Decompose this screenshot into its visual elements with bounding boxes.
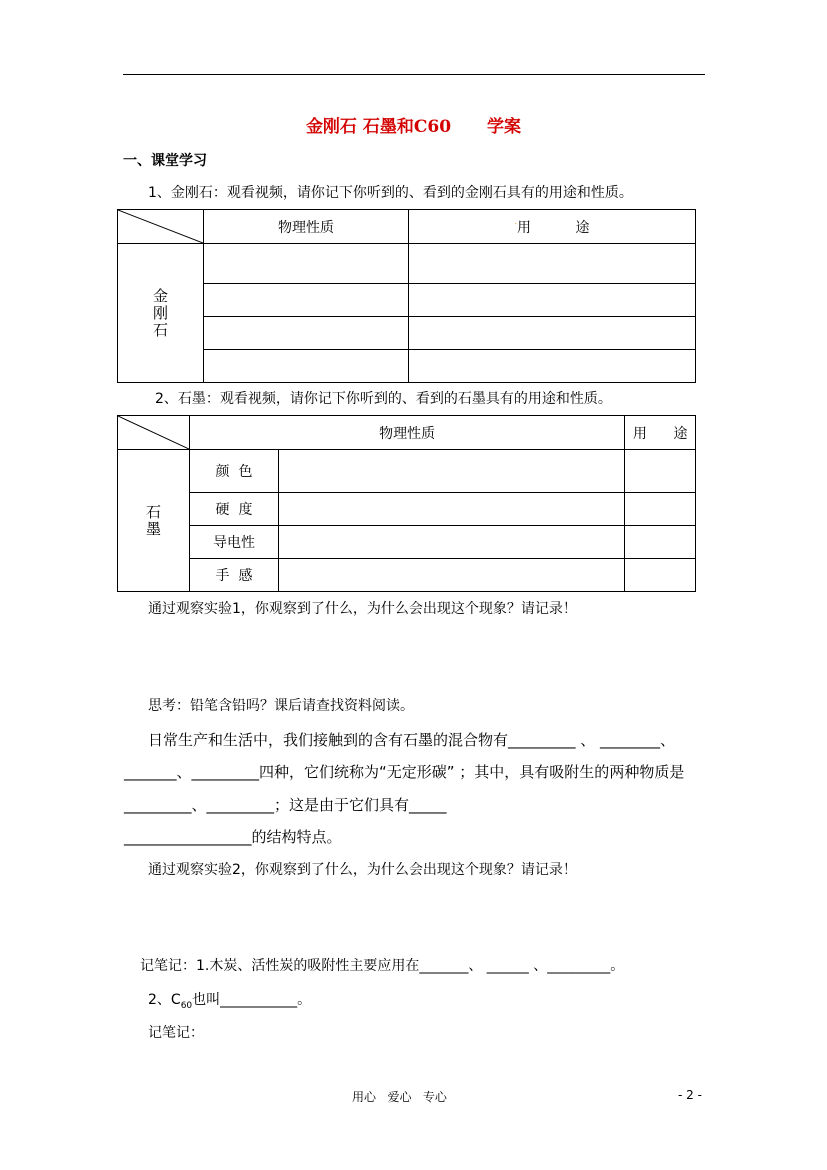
prop-hardness: 硬 度 [190, 493, 279, 526]
prop-conductivity: 导电性 [190, 526, 279, 559]
cell-input[interactable] [625, 450, 696, 493]
cell-input[interactable] [409, 317, 696, 350]
prop-feel: 手 感 [190, 559, 279, 592]
note-2-sub: 60 [180, 1000, 193, 1011]
diamond-table [117, 209, 696, 383]
header-rule [123, 74, 705, 75]
note-1: 记笔记：1.木炭、活性炭的吸附性主要应用在_______、 ______ 、_________。 [140, 958, 625, 974]
prop-color: 颜 色 [190, 450, 279, 493]
experiment-1-prompt: 通过观察实验1，你观察到了什么，为什么会出现这个现象？请记录！ [148, 601, 577, 617]
row-label-text: 石墨 [144, 503, 162, 538]
header-use: 用 途 [625, 416, 696, 450]
note-3: 记笔记： [148, 1025, 204, 1041]
cell-input[interactable] [204, 350, 409, 383]
row-label-text: 金刚石 [151, 287, 169, 339]
paragraph-line-3: _________、_________；这是由于它们具有_____ [124, 796, 447, 814]
paragraph-line-1: 日常生产和生活中，我们接触到的含有石墨的混合物有_________ 、 ________、 [148, 731, 676, 749]
note-2-prefix: 2、C [148, 992, 181, 1008]
cell-input[interactable] [409, 350, 696, 383]
cell-input[interactable] [625, 493, 696, 526]
cell-input[interactable] [625, 526, 696, 559]
think-prompt: 思考：铅笔含铅吗？课后请查找资料阅读。 [148, 698, 414, 714]
cell-input[interactable] [625, 559, 696, 592]
diagonal-header-cell [118, 210, 204, 244]
experiment-2-prompt: 通过观察实验2，你观察到了什么，为什么会出现这个现象？请记录！ [148, 862, 577, 878]
cell-input[interactable] [279, 559, 625, 592]
cell-input[interactable] [204, 317, 409, 350]
mark-dot: . [514, 216, 518, 226]
footer-motto: 用心 爱心 专心 [352, 1090, 447, 1104]
note-2-suffix: 也叫___________。 [192, 992, 312, 1008]
title-suffix: 学案 [487, 117, 522, 137]
row-label-graphite [118, 450, 190, 592]
cell-input[interactable] [279, 493, 625, 526]
graphite-table [117, 415, 696, 592]
question-1: 1、金刚石：观看视频，请你记下你听到的、看到的金刚石具有的用途和性质。 [148, 185, 633, 201]
cell-input[interactable] [204, 244, 409, 284]
row-label-diamond [118, 244, 204, 383]
header-use [409, 210, 696, 244]
diagonal-header-cell [118, 416, 190, 450]
paragraph-line-4: _________________的结构特点。 [124, 828, 342, 846]
question-2: 2、石墨：观看视频，请你记下你听到的、看到的石墨具有的用途和性质。 [155, 391, 612, 407]
cell-input[interactable] [279, 526, 625, 559]
page-title [0, 112, 827, 137]
header-property: 物理性质 [204, 210, 409, 244]
cell-input[interactable] [204, 284, 409, 317]
title-main: 金刚石 石墨和C60 [305, 117, 452, 137]
cell-input[interactable] [409, 244, 696, 284]
cell-input[interactable] [409, 284, 696, 317]
header-property: 物理性质 [190, 416, 625, 450]
page-number: - 2 - [678, 1088, 702, 1102]
header-use-label: 用 途 [517, 219, 590, 236]
cell-input[interactable] [279, 450, 625, 493]
section-heading: 一、课堂学习 [123, 153, 207, 169]
paragraph-line-2: _______、_________四种，它们统称为“无定形碳” ；其中，具有吸附生的两种物质是 [124, 763, 685, 781]
note-2 [148, 991, 311, 1015]
